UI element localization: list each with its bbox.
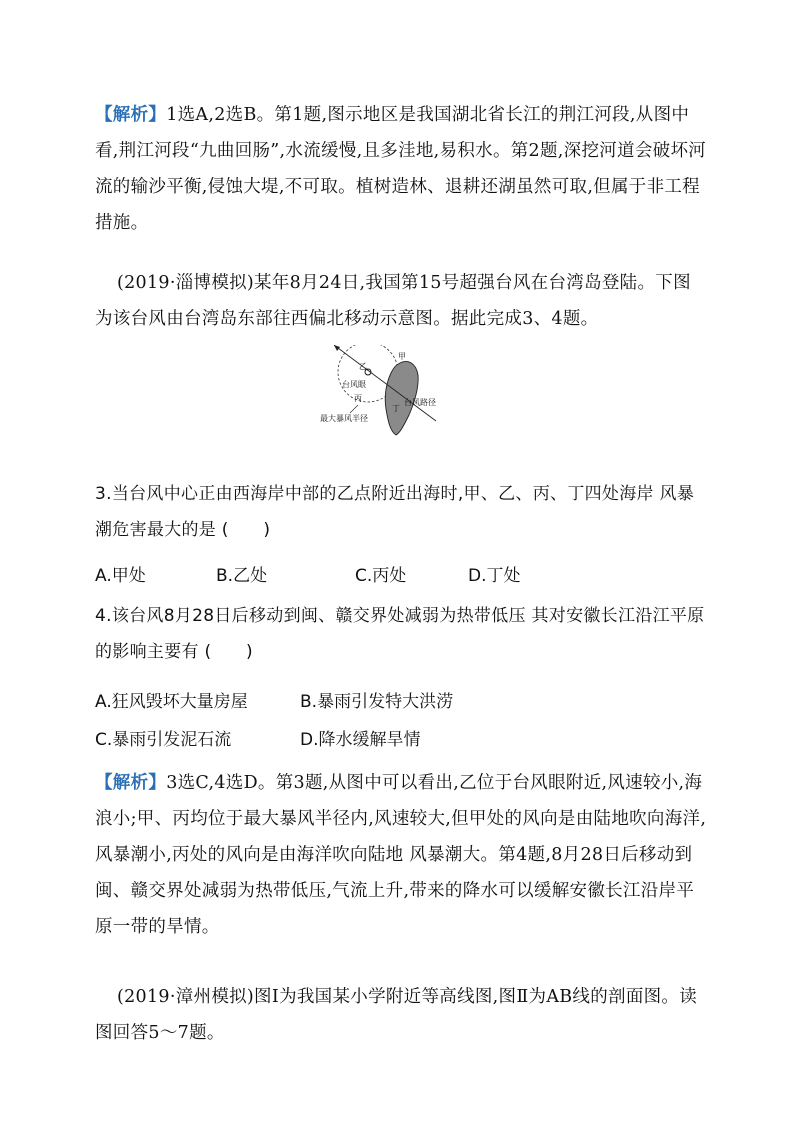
- label-jia: 甲: [398, 352, 406, 361]
- radius-pointer-line: [350, 405, 358, 413]
- label-yi: 乙: [359, 362, 367, 371]
- question-3-stem: 3.当台风中心正由西海岸中部的乙点附近出海时,甲、乙、丙、丁四处海岸 风暴潮危害最大的是 ( ): [95, 484, 695, 540]
- q4-option-a[interactable]: A.狂风毁坏大量房屋: [95, 692, 248, 712]
- typhoon-map-figure: [318, 345, 478, 457]
- path-arrow-icon: [334, 345, 340, 351]
- question-intro-5-7: (2019·漳州模拟)图Ⅰ为我国某小学附近等高线图,图Ⅱ为AB线的剖面图。读图回答5～7题。: [95, 987, 698, 1043]
- question-intro-3-4: (2019·淄博模拟)某年8月24日,我国第15号超强台风在台湾岛登陆。下图为该台风由台湾岛东部往西偏北移动示意图。据此完成3、4题。: [95, 273, 691, 329]
- q3-option-d[interactable]: D.丁处: [468, 566, 521, 586]
- q3-option-c[interactable]: C.丙处: [355, 566, 407, 586]
- label-ding: 丁: [392, 404, 400, 413]
- q4-option-d[interactable]: D.降水缓解旱情: [300, 730, 421, 750]
- analysis-text: 1选A,2选B。第1题,图示地区是我国湖北省长江的荆江河段,从图中看,荆江河段“九曲回肠”,水流缓慢,且多洼地,易积水。第2题,深挖河道会破坏河流的输沙平衡,侵蚀大堤,不可取。植树造林、退耕还湖虽然可取,但属于非工程措施。: [95, 105, 707, 233]
- analysis-tag: 【解析】: [95, 105, 167, 125]
- label-bing: 丙: [354, 394, 362, 403]
- analysis-tag: 【解析】: [95, 773, 167, 793]
- q4-option-c[interactable]: C.暴雨引发泥石流: [95, 730, 232, 750]
- question-4-stem: 4.该台风8月28日后移动到闽、赣交界处减弱为热带低压 其对安徽长江沿江平原的影响主要有 ( ): [95, 606, 705, 662]
- q3-option-a[interactable]: A.甲处: [95, 566, 146, 586]
- label-path: 台风路径: [404, 398, 436, 407]
- q3-option-b[interactable]: B.乙处: [216, 566, 268, 586]
- analysis-text: 3选C,4选D。第3题,从图中可以看出,乙位于台风眼附近,风速较小,海浪小;甲、丙均位于最大暴风半径内,风速较大,但甲处的风向是由陆地吹向海洋,风暴潮小,丙处的风向是由海洋吹向陆地 风暴潮大。第4题,8月28日后移动到闽、赣交界处减弱为热带低压,气流上升,带来的降水可以缓解安徽长江沿岸平原一带的旱情。: [95, 773, 707, 937]
- label-eye: 台风眼: [342, 380, 366, 389]
- analysis-paragraph-1: [95, 97, 707, 241]
- q4-option-b[interactable]: B.暴雨引发特大洪涝: [300, 692, 454, 712]
- label-radius: 最大暴风半径: [320, 414, 368, 423]
- analysis-paragraph-2: [95, 765, 707, 945]
